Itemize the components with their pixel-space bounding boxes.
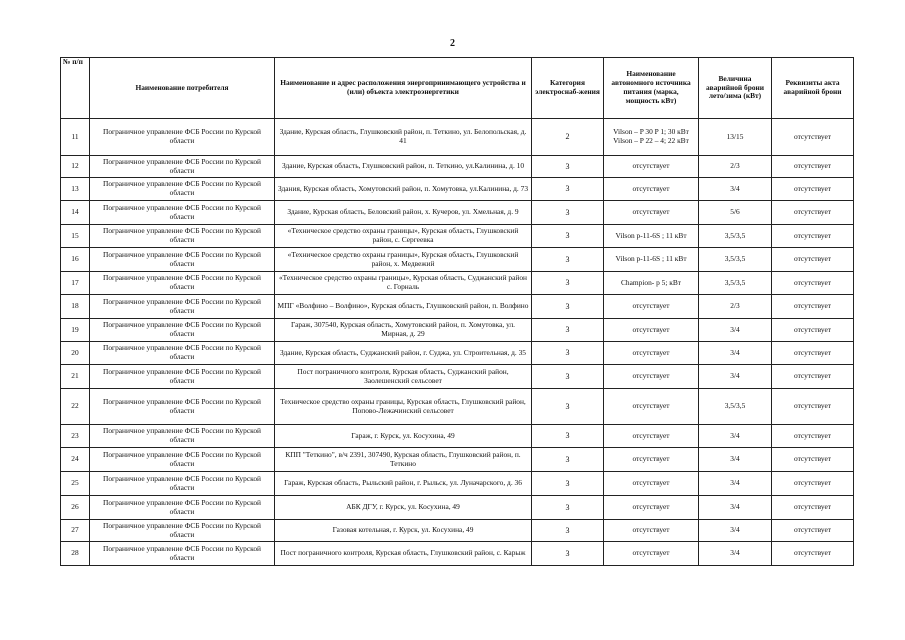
row-number: 15	[61, 225, 90, 248]
row-number: 24	[61, 448, 90, 472]
row-number: 14	[61, 201, 90, 225]
table-body	[61, 119, 854, 566]
supply-category: 3	[532, 295, 604, 319]
object-address: Здания, Курская область, Хомутовский район, п. Хомутовка, ул.Калинина, д. 73	[275, 178, 532, 201]
consumer-name: Пограничное управление ФСБ России по Курской области	[90, 342, 275, 365]
supply-category: 3	[532, 496, 604, 520]
reserve-act-details: отсутствует	[772, 365, 854, 389]
emergency-reserve: 3/4	[699, 448, 772, 472]
reserve-act-details: отсутствует	[772, 448, 854, 472]
emergency-reserve: 3,5/3,5	[699, 248, 772, 272]
autonomous-power-source: отсутствует	[604, 156, 699, 178]
reserve-act-details: отсутствует	[772, 248, 854, 272]
emergency-reserve: 3/4	[699, 472, 772, 496]
object-address: Здание, Курская область, Беловский район, х. Кучеров, ул. Хмельная, д. 9	[275, 201, 532, 225]
emergency-reserve: 3/4	[699, 342, 772, 365]
emergency-reserve: 5/6	[699, 201, 772, 225]
object-address: Здание, Курская область, Суджанский район, г. Суджа, ул. Строительная, д. 35	[275, 342, 532, 365]
emergency-reserve: 3/4	[699, 425, 772, 448]
emergency-reserve: 3,5/3,5	[699, 389, 772, 425]
header-reserve: Величина аварийной брони лето/зима (кВт)	[699, 58, 772, 119]
reserve-act-details: отсутствует	[772, 342, 854, 365]
autonomous-power-source: Vilson p-11-6S ; 11 кВт	[604, 225, 699, 248]
object-address: Здание, Курская область, Глушковский район, п. Теткино, ул. Белопольская, д. 41	[275, 119, 532, 156]
row-number: 28	[61, 542, 90, 566]
row-number: 16	[61, 248, 90, 272]
emergency-reserve: 3,5/3,5	[699, 225, 772, 248]
autonomous-power-source: отсутствует	[604, 496, 699, 520]
reserve-act-details: отсутствует	[772, 496, 854, 520]
table-row	[61, 472, 854, 496]
consumer-name: Пограничное управление ФСБ России по Курской области	[90, 156, 275, 178]
autonomous-power-source: отсутствует	[604, 295, 699, 319]
supply-category: 3	[532, 472, 604, 496]
table-row	[61, 295, 854, 319]
consumer-name: Пограничное управление ФСБ России по Курской области	[90, 178, 275, 201]
object-address: Газовая котельная, г. Курск, ул. Косухина, 49	[275, 520, 532, 542]
row-number: 26	[61, 496, 90, 520]
object-address: КПП "Теткино", в/ч 2391, 307490, Курская область, Глушковский район, п. Теткино	[275, 448, 532, 472]
table-header-row	[61, 58, 854, 119]
object-address: Пост пограничного контроля, Курская область, Суджанский район, Заолешенский сельсовет	[275, 365, 532, 389]
consumer-name: Пограничное управление ФСБ России по Курской области	[90, 389, 275, 425]
reserve-act-details: отсутствует	[772, 389, 854, 425]
row-number: 19	[61, 319, 90, 342]
autonomous-power-source: отсутствует	[604, 448, 699, 472]
consumer-name: Пограничное управление ФСБ России по Курской области	[90, 496, 275, 520]
row-number: 22	[61, 389, 90, 425]
reserve-act-details: отсутствует	[772, 520, 854, 542]
row-number: 12	[61, 156, 90, 178]
object-address: Здание, Курская область, Глушковский район, п. Теткино, ул.Калинина, д. 10	[275, 156, 532, 178]
supply-category: 3	[532, 425, 604, 448]
table-row	[61, 272, 854, 295]
supply-category: 3	[532, 448, 604, 472]
object-address: «Техническое средство охраны границы», Курская область, Глушковский район, х. Медвежий	[275, 248, 532, 272]
row-number: 11	[61, 119, 90, 156]
header-act: Реквизиты акта аварийной брони	[772, 58, 854, 119]
row-number: 13	[61, 178, 90, 201]
autonomous-power-source: отсутствует	[604, 472, 699, 496]
autonomous-power-source: отсутствует	[604, 542, 699, 566]
supply-category: 2	[532, 119, 604, 156]
autonomous-power-source: Champion- p 5; кВт	[604, 272, 699, 295]
consumer-name: Пограничное управление ФСБ России по Курской области	[90, 248, 275, 272]
row-number: 21	[61, 365, 90, 389]
emergency-reserve: 2/3	[699, 156, 772, 178]
header-consumer: Наименование потребителя	[90, 58, 275, 119]
reserve-act-details: отсутствует	[772, 472, 854, 496]
table-row	[61, 248, 854, 272]
object-address: «Техническое средство охраны границы», Курская область, Глушковский район, с. Сергеевка	[275, 225, 532, 248]
row-number: 23	[61, 425, 90, 448]
object-address: Гараж, Курская область, Рыльский район, г. Рыльск, ул. Луначарского, д. 36	[275, 472, 532, 496]
table-row	[61, 496, 854, 520]
header-power-source: Наименование автономного источника питания (марка, мощность кВт)	[604, 58, 699, 119]
reserve-act-details: отсутствует	[772, 319, 854, 342]
row-number: 18	[61, 295, 90, 319]
supply-category: 3	[532, 201, 604, 225]
power-consumers-table	[60, 57, 854, 566]
table-row	[61, 225, 854, 248]
table-row	[61, 156, 854, 178]
emergency-reserve: 3/4	[699, 542, 772, 566]
header-address: Наименование и адрес расположения энергопринимающего устройства и (или) объекта электроэнергетики	[275, 58, 532, 119]
autonomous-power-source: отсутствует	[604, 201, 699, 225]
header-category: Категория электроснаб-жения	[532, 58, 604, 119]
autonomous-power-source: отсутствует	[604, 520, 699, 542]
table-row	[61, 448, 854, 472]
emergency-reserve: 3,5/3,5	[699, 272, 772, 295]
table-row	[61, 389, 854, 425]
object-address: «Техническое средство охраны границы», Курская область, Суджанский район с. Горналь	[275, 272, 532, 295]
table-row	[61, 520, 854, 542]
object-address: МПГ «Волфино – Волфино», Курская область, Глушковский район, п. Волфино	[275, 295, 532, 319]
emergency-reserve: 3/4	[699, 496, 772, 520]
supply-category: 3	[532, 248, 604, 272]
consumer-name: Пограничное управление ФСБ России по Курской области	[90, 272, 275, 295]
page-number: 2	[450, 38, 455, 49]
table-row	[61, 201, 854, 225]
object-address: АБК ДГУ, г. Курск, ул. Косухина, 49	[275, 496, 532, 520]
table-row	[61, 342, 854, 365]
consumer-name: Пограничное управление ФСБ России по Курской области	[90, 201, 275, 225]
row-number: 20	[61, 342, 90, 365]
emergency-reserve: 3/4	[699, 520, 772, 542]
emergency-reserve: 2/3	[699, 295, 772, 319]
autonomous-power-source: Vilson p-11-6S ; 11 кВт	[604, 248, 699, 272]
consumer-name: Пограничное управление ФСБ России по Курской области	[90, 119, 275, 156]
reserve-act-details: отсутствует	[772, 178, 854, 201]
reserve-act-details: отсутствует	[772, 542, 854, 566]
supply-category: 3	[532, 520, 604, 542]
autonomous-power-source: отсутствует	[604, 342, 699, 365]
consumer-name: Пограничное управление ФСБ России по Курской области	[90, 425, 275, 448]
reserve-act-details: отсутствует	[772, 225, 854, 248]
supply-category: 3	[532, 342, 604, 365]
table-row	[61, 365, 854, 389]
object-address: Техническое средство охраны границы, Курская область, Глушковский район, Попово-Лежачинский сельсовет	[275, 389, 532, 425]
emergency-reserve: 3/4	[699, 365, 772, 389]
object-address: Гараж, 307540, Курская область, Хомутовский район, п. Хомутовка, ул. Мирная, д. 29	[275, 319, 532, 342]
consumer-name: Пограничное управление ФСБ России по Курской области	[90, 319, 275, 342]
emergency-reserve: 13/15	[699, 119, 772, 156]
row-number: 27	[61, 520, 90, 542]
row-number: 17	[61, 272, 90, 295]
reserve-act-details: отсутствует	[772, 272, 854, 295]
consumer-name: Пограничное управление ФСБ России по Курской области	[90, 448, 275, 472]
supply-category: 3	[532, 272, 604, 295]
supply-category: 3	[532, 365, 604, 389]
row-number: 25	[61, 472, 90, 496]
table-row	[61, 425, 854, 448]
consumer-name: Пограничное управление ФСБ России по Курской области	[90, 295, 275, 319]
autonomous-power-source: отсутствует	[604, 178, 699, 201]
reserve-act-details: отсутствует	[772, 201, 854, 225]
consumer-name: Пограничное управление ФСБ России по Курской области	[90, 472, 275, 496]
supply-category: 3	[532, 542, 604, 566]
table-row	[61, 178, 854, 201]
supply-category: 3	[532, 178, 604, 201]
object-address: Гараж, г. Курск, ул. Косухина, 49	[275, 425, 532, 448]
autonomous-power-source: Vilson – P 30 P 1; 30 кВт Vilson – P 22 – 4; 22 кВт	[604, 119, 699, 156]
consumer-name: Пограничное управление ФСБ России по Курской области	[90, 520, 275, 542]
consumer-name: Пограничное управление ФСБ России по Курской области	[90, 225, 275, 248]
reserve-act-details: отсутствует	[772, 425, 854, 448]
supply-category: 3	[532, 319, 604, 342]
table-row	[61, 119, 854, 156]
autonomous-power-source: отсутствует	[604, 365, 699, 389]
autonomous-power-source: отсутствует	[604, 425, 699, 448]
emergency-reserve: 3/4	[699, 319, 772, 342]
reserve-act-details: отсутствует	[772, 156, 854, 178]
supply-category: 3	[532, 225, 604, 248]
supply-category: 3	[532, 156, 604, 178]
reserve-act-details: отсутствует	[772, 119, 854, 156]
autonomous-power-source: отсутствует	[604, 389, 699, 425]
supply-category: 3	[532, 389, 604, 425]
autonomous-power-source: отсутствует	[604, 319, 699, 342]
reserve-act-details: отсутствует	[772, 295, 854, 319]
consumer-name: Пограничное управление ФСБ России по Курской области	[90, 542, 275, 566]
object-address: Пост пограничного контроля, Курская область, Глушковский район, с. Карыж	[275, 542, 532, 566]
consumer-name: Пограничное управление ФСБ России по Курской области	[90, 365, 275, 389]
header-number: № п/п	[61, 58, 90, 119]
table-row	[61, 319, 854, 342]
table-row	[61, 542, 854, 566]
emergency-reserve: 3/4	[699, 178, 772, 201]
